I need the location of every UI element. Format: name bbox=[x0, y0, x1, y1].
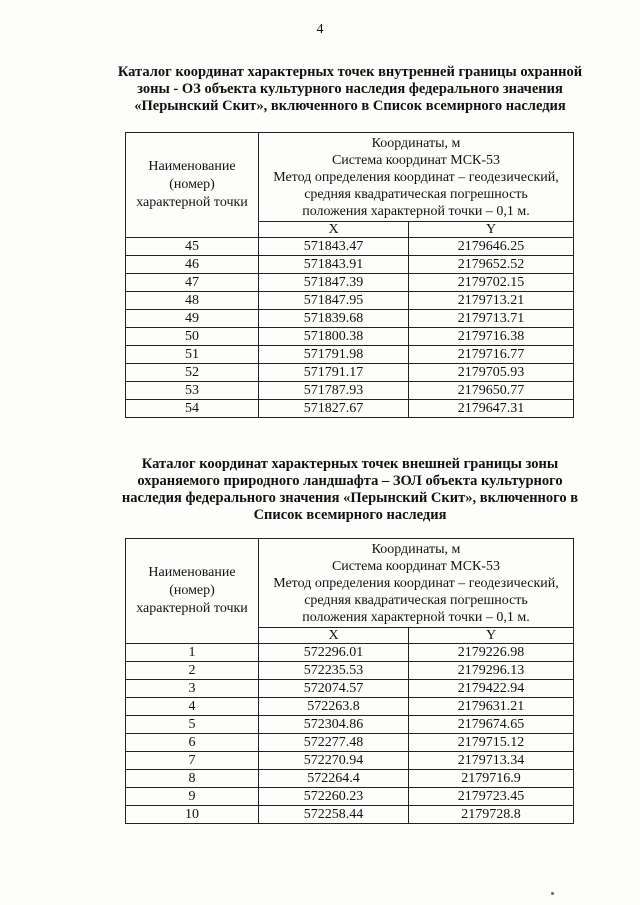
page-number: 4 bbox=[316, 22, 324, 37]
catalog1-title-line: Каталог координат характерных точек внутренней границы охранной bbox=[117, 64, 583, 80]
x-coordinate-cell: 571791.17 bbox=[259, 364, 409, 382]
y-coordinate-cell: 2179296.13 bbox=[409, 662, 574, 680]
name-header-line: характерной точки bbox=[136, 601, 248, 616]
x-coordinate-cell: 572074.57 bbox=[259, 680, 409, 698]
table-row bbox=[126, 644, 574, 662]
y-coordinate-cell: 2179716.77 bbox=[409, 346, 574, 364]
name-header-line: (номер) bbox=[169, 177, 215, 192]
x-coordinate-cell: 571847.39 bbox=[259, 274, 409, 292]
y-coordinate-cell: 2179226.98 bbox=[409, 644, 574, 662]
table-row bbox=[126, 788, 574, 806]
x-coordinate-cell: 571843.91 bbox=[259, 256, 409, 274]
name-header-line: характерной точки bbox=[136, 195, 248, 210]
x-coordinate-cell: 572277.48 bbox=[259, 734, 409, 752]
y-coordinate-cell: 2179705.93 bbox=[409, 364, 574, 382]
x-coordinate-cell: 571800.38 bbox=[259, 328, 409, 346]
coord-header-line: положения характерной точки – 0,1 м. bbox=[302, 204, 530, 219]
x-coordinate-cell: 571791.98 bbox=[259, 346, 409, 364]
y-coordinate-cell: 2179647.31 bbox=[409, 400, 574, 418]
y-coordinate-cell: 2179674.65 bbox=[409, 716, 574, 734]
table-row bbox=[126, 364, 574, 382]
name-header bbox=[126, 133, 259, 238]
table-row bbox=[126, 806, 574, 824]
point-number-cell: 7 bbox=[126, 752, 259, 770]
coord-header-line: средняя квадратическая погрешность bbox=[304, 187, 528, 202]
table-row bbox=[126, 734, 574, 752]
coord-header-line: Метод определения координат – геодезический, bbox=[273, 170, 559, 185]
y-coordinate-cell: 2179723.45 bbox=[409, 788, 574, 806]
y-coordinate-cell: 2179646.25 bbox=[409, 238, 574, 256]
table-row bbox=[126, 716, 574, 734]
table-row bbox=[126, 770, 574, 788]
point-number-cell: 9 bbox=[126, 788, 259, 806]
name-header-line: Наименование bbox=[148, 159, 236, 174]
table-row bbox=[126, 346, 574, 364]
y-coordinate-cell: 2179716.38 bbox=[409, 328, 574, 346]
table-row bbox=[126, 292, 574, 310]
x-coordinate-cell: 572304.86 bbox=[259, 716, 409, 734]
table-row bbox=[126, 680, 574, 698]
point-number-cell: 49 bbox=[126, 310, 259, 328]
point-number-cell: 54 bbox=[126, 400, 259, 418]
point-number-cell: 51 bbox=[126, 346, 259, 364]
table-row bbox=[126, 698, 574, 716]
point-number-cell: 10 bbox=[126, 806, 259, 824]
catalog2-title-line: Список всемирного наследия bbox=[253, 507, 447, 523]
y-coordinate-cell: 2179713.21 bbox=[409, 292, 574, 310]
coord-header-line: Система координат МСК-53 bbox=[331, 153, 501, 168]
point-number-cell: 4 bbox=[126, 698, 259, 716]
x-coordinate-cell: 571839.68 bbox=[259, 310, 409, 328]
x-coordinate-cell: 572270.94 bbox=[259, 752, 409, 770]
y-coordinate-cell: 2179650.77 bbox=[409, 382, 574, 400]
point-number-cell: 50 bbox=[126, 328, 259, 346]
point-number-cell: 5 bbox=[126, 716, 259, 734]
table-row bbox=[126, 400, 574, 418]
name-header bbox=[126, 539, 259, 644]
x-coordinate-cell: 571847.95 bbox=[259, 292, 409, 310]
y-coordinate-cell: 2179702.15 bbox=[409, 274, 574, 292]
table-row bbox=[126, 752, 574, 770]
x-coordinate-cell: 571787.93 bbox=[259, 382, 409, 400]
point-number-cell: 2 bbox=[126, 662, 259, 680]
point-number-cell: 52 bbox=[126, 364, 259, 382]
y-coordinate-cell: 2179728.8 bbox=[409, 806, 574, 824]
table-row bbox=[126, 256, 574, 274]
coord-header-line: Метод определения координат – геодезический, bbox=[273, 576, 559, 591]
point-number-cell: 45 bbox=[126, 238, 259, 256]
y-coordinate-cell: 2179715.12 bbox=[409, 734, 574, 752]
point-number-cell: 6 bbox=[126, 734, 259, 752]
catalog2-title-line: Каталог координат характерных точек внешней границы зоны bbox=[141, 456, 559, 472]
table-row bbox=[126, 274, 574, 292]
x-column-header: X bbox=[259, 222, 409, 238]
table-row bbox=[126, 382, 574, 400]
table-row bbox=[126, 662, 574, 680]
y-coordinate-cell: 2179652.52 bbox=[409, 256, 574, 274]
point-number-cell: 1 bbox=[126, 644, 259, 662]
name-header-line: (номер) bbox=[169, 583, 215, 598]
catalog2-title-line: наследия федерального значения «Перынский Скит», включенного в bbox=[121, 490, 579, 506]
catalog1-title bbox=[100, 64, 600, 115]
coordinates-header bbox=[259, 539, 574, 628]
coord-header-line: Координаты, м bbox=[371, 542, 461, 557]
catalog1-title-line: «Перынский Скит», включенного в Список всемирного наследия bbox=[134, 98, 566, 114]
y-column-header: Y bbox=[409, 628, 574, 644]
catalog2-table bbox=[125, 538, 574, 824]
table-row bbox=[126, 328, 574, 346]
y-coordinate-cell: 2179713.71 bbox=[409, 310, 574, 328]
catalog1-rows bbox=[126, 238, 574, 418]
x-coordinate-cell: 571827.67 bbox=[259, 400, 409, 418]
y-column-header: Y bbox=[409, 222, 574, 238]
point-number-cell: 53 bbox=[126, 382, 259, 400]
x-column-header: X bbox=[259, 628, 409, 644]
point-number-cell: 3 bbox=[126, 680, 259, 698]
coord-header-line: положения характерной точки – 0,1 м. bbox=[302, 610, 530, 625]
scan-dot bbox=[551, 892, 554, 895]
coord-header-line: средняя квадратическая погрешность bbox=[304, 593, 528, 608]
catalog2-title bbox=[100, 456, 600, 524]
table-row bbox=[126, 310, 574, 328]
point-number-cell: 47 bbox=[126, 274, 259, 292]
coord-header-line: Система координат МСК-53 bbox=[331, 559, 501, 574]
catalog2-rows bbox=[126, 644, 574, 824]
point-number-cell: 8 bbox=[126, 770, 259, 788]
table-row bbox=[126, 238, 574, 256]
coordinates-header bbox=[259, 133, 574, 222]
x-coordinate-cell: 572263.8 bbox=[259, 698, 409, 716]
y-coordinate-cell: 2179713.34 bbox=[409, 752, 574, 770]
point-number-cell: 46 bbox=[126, 256, 259, 274]
x-coordinate-cell: 572258.44 bbox=[259, 806, 409, 824]
catalog1-table bbox=[125, 132, 574, 418]
catalog1-title-line: зоны - ОЗ объекта культурного наследия федерального значения bbox=[137, 81, 563, 97]
x-coordinate-cell: 572260.23 bbox=[259, 788, 409, 806]
x-coordinate-cell: 572264.4 bbox=[259, 770, 409, 788]
y-coordinate-cell: 2179422.94 bbox=[409, 680, 574, 698]
coord-header-line: Координаты, м bbox=[371, 136, 461, 151]
x-coordinate-cell: 572296.01 bbox=[259, 644, 409, 662]
y-coordinate-cell: 2179716.9 bbox=[409, 770, 574, 788]
x-coordinate-cell: 571843.47 bbox=[259, 238, 409, 256]
catalog2-title-line: охраняемого природного ландшафта – ЗОЛ объекта культурного bbox=[137, 473, 563, 489]
y-coordinate-cell: 2179631.21 bbox=[409, 698, 574, 716]
point-number-cell: 48 bbox=[126, 292, 259, 310]
x-coordinate-cell: 572235.53 bbox=[259, 662, 409, 680]
name-header-line: Наименование bbox=[148, 565, 236, 580]
